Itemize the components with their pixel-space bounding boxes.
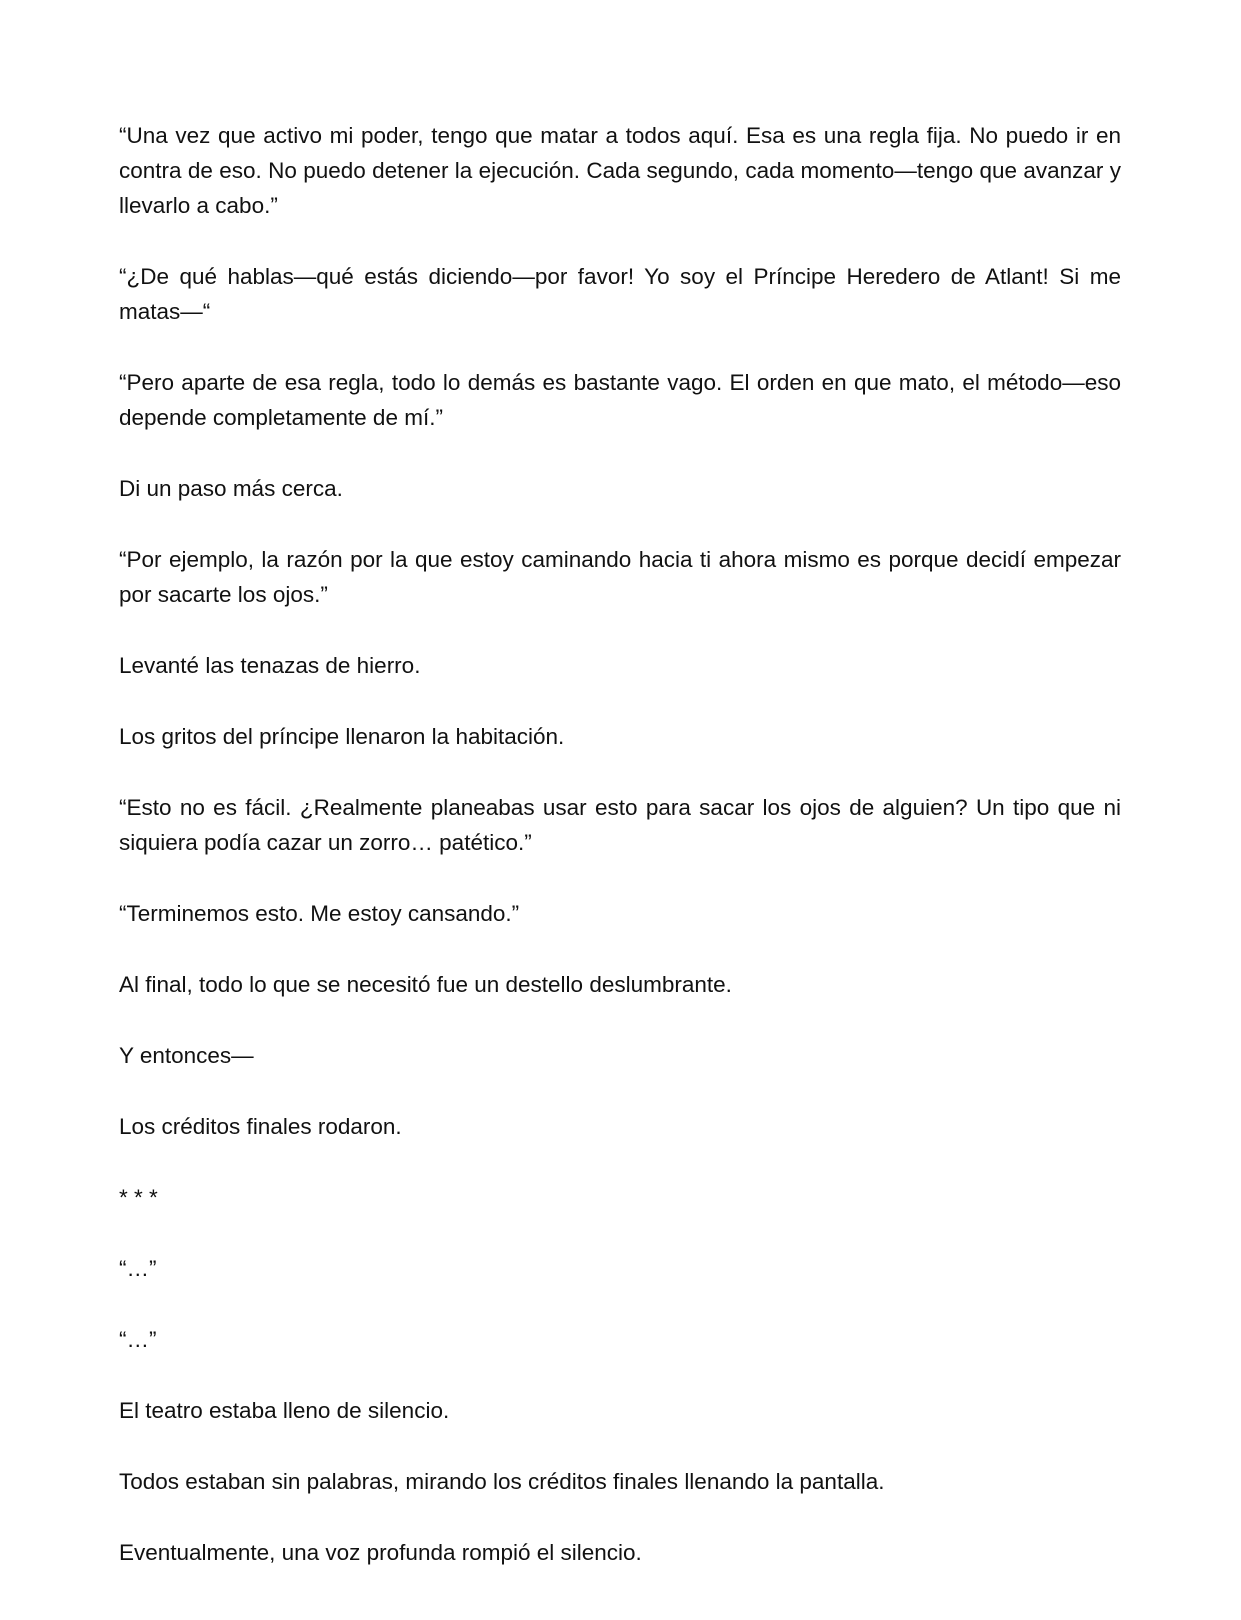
document-body [119,118,1121,1606]
paragraph: Levanté las tenazas de hierro. [119,653,421,678]
paragraph: “Pero aparte de esa regla, todo lo demás es bastante vago. El orden en que mato, el método—eso depende completamente de mí.” [119,370,1121,430]
paragraph: “Terminemos esto. Me estoy cansando.” [119,901,520,926]
paragraph: Los créditos finales rodaron. [119,1114,402,1139]
paragraph: “Por ejemplo, la razón por la que estoy caminando hacia ti ahora mismo es porque decidí empezar por sacarte los ojos.” [119,547,1121,607]
paragraph: “¿De qué hablas—qué estás diciendo—por favor! Yo soy el Príncipe Heredero de Atlant! Si me matas—“ [119,264,1121,324]
paragraph: Di un paso más cerca. [119,476,343,501]
paragraph: “Una vez que activo mi poder, tengo que matar a todos aquí. Esa es una regla fija. No puedo ir en contra de eso. No puedo detener la ejecución. Cada segundo, cada momento—tengo que avanzar y llevarlo a cabo.” [119,123,1121,218]
paragraph: Los gritos del príncipe llenaron la habitación. [119,724,565,749]
paragraph: “…” [119,1327,157,1352]
paragraph: Eventualmente, una voz profunda rompió el silencio. [119,1540,642,1565]
paragraph: El teatro estaba lleno de silencio. [119,1398,450,1423]
paragraph: “Esto no es fácil. ¿Realmente planeabas usar esto para sacar los ojos de alguien? Un tipo que ni siquiera podía cazar un zorro… patético.” [119,795,1121,855]
paragraph: Todos estaban sin palabras, mirando los créditos finales llenando la pantalla. [119,1469,885,1494]
paragraph: Y entonces— [119,1043,254,1068]
paragraph: “…” [119,1256,157,1281]
paragraph: Al final, todo lo que se necesitó fue un destello deslumbrante. [119,972,732,997]
scene-break: * * * [119,1185,158,1210]
